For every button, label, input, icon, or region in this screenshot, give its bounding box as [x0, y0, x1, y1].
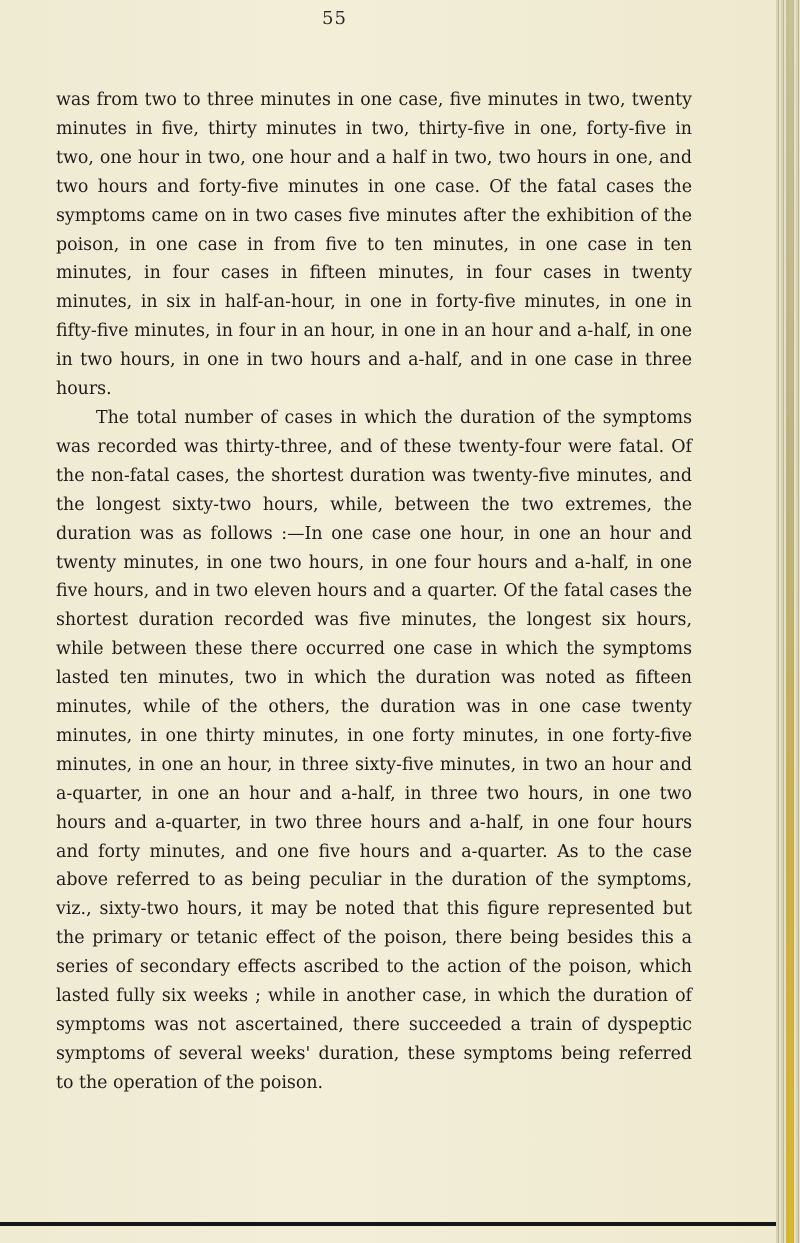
page-number: 55	[322, 8, 347, 29]
paragraph-2: The total number of cases in which the duration of the symptoms was recorded was thirty-three, and of these twenty-four were fatal. Of the non-fatal cases, the shortest duration was twenty-five minutes, and the longest sixty-two hours, while, between the two extremes, the duration was as follows :—In one case one hour, in one an hour and twenty minutes, in one two hours, in one four hours and a-half, in one five hours, and in two eleven hours and a quarter. Of the fatal cases the shortest duration recorded was five minutes, the longest six hours, while between these there occurred one case in which the symptoms lasted ten minutes, two in which the duration was noted as fifteen minutes, while of the others, the duration was in one case twenty minutes, in one thirty minutes, in one forty minutes, in one forty-five minutes, in one an hour, in three sixty-five minutes, in two an hour and a-quarter, in one an hour and a-half, in three two hours, in one two hours and a-quarter, in two three hours and a-half, in one four hours and forty minutes, and one five hours and a-quarter. As to the case above referred to as being peculiar in the duration of the symptoms, viz., sixty-two hours, it may be noted that this figure represented but the primary or tetanic effect of the poison, there being besides this a series of secondary effects ascribed to the action of the poison, which lasted fully six weeks ; while in another case, in which the duration of symptoms was not ascertained, there succeeded a train of dyspeptic symptoms of several weeks' duration, these symptoms being referred to the operation of the poison.	[56, 407, 692, 1093]
paragraph-1: was from two to three minutes in one case, five minutes in two, twenty minutes in five, thirty minutes in two, thirty-five in one, forty-five in two, one hour in two, one hour and a half in two, two hours in one, and two hours and forty-five minutes in one case. Of the fatal cases the symptoms came on in two cases five minutes after the exhibition of the poison, in one case in from five to ten minutes, in one case in ten minutes, in four cases in fifteen minutes, in four cases in twenty minutes, in six in half-an-hour, in one in forty-five minutes, in one in fifty-five minutes, in four in an hour, in one in an hour and a-half, in one in two hours, in one in two hours and a-half, and in one case in three hours.	[56, 90, 692, 400]
body-text	[56, 86, 692, 1098]
bottom-rule	[0, 1222, 776, 1226]
binding-strip	[786, 0, 794, 1243]
